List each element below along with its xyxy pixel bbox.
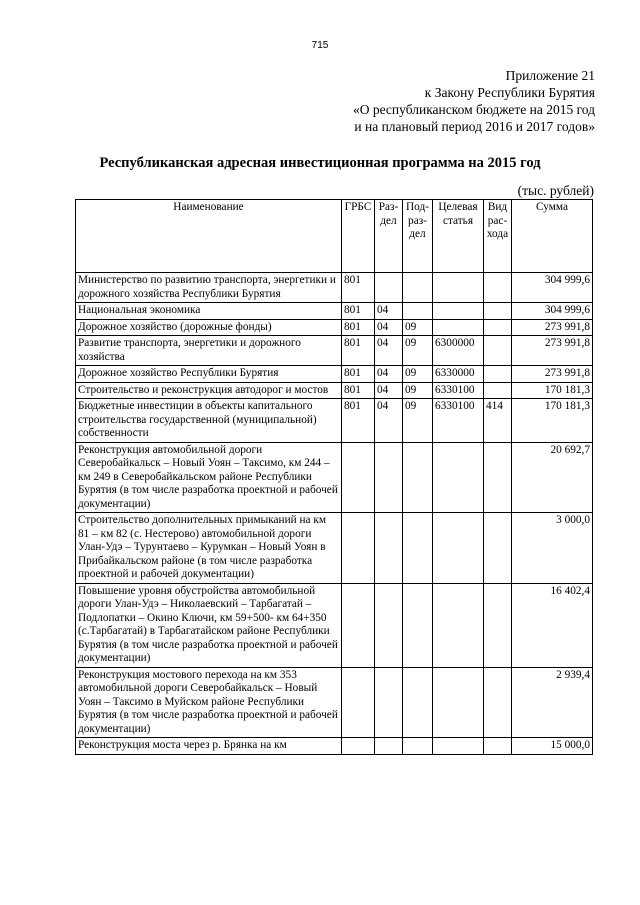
cell-sum: 20 692,7	[512, 442, 593, 513]
cell-grbs: 801	[342, 336, 375, 366]
cell-expense-type	[484, 303, 512, 320]
cell-expense-type	[484, 583, 512, 667]
cell-section	[375, 667, 403, 738]
cell-subsection	[403, 513, 433, 584]
cell-target: 6330100	[433, 382, 484, 399]
cell-sum: 170 181,3	[512, 399, 593, 443]
table-row	[76, 583, 593, 667]
cell-section: 04	[375, 319, 403, 336]
cell-target: 6330100	[433, 399, 484, 443]
cell-section	[375, 738, 403, 755]
cell-grbs	[342, 583, 375, 667]
cell-expense-type	[484, 336, 512, 366]
cell-sum: 273 991,8	[512, 319, 593, 336]
cell-expense-type	[484, 273, 512, 303]
cell-subsection	[403, 738, 433, 755]
cell-section: 04	[375, 303, 403, 320]
cell-expense-type	[484, 442, 512, 513]
cell-expense-type	[484, 667, 512, 738]
document-title: Республиканская адресная инвестиционная программа на 2015 год	[99, 155, 541, 171]
table-row	[76, 442, 593, 513]
cell-sum: 273 991,8	[512, 336, 593, 366]
column-header-sum: Сумма	[512, 200, 593, 273]
table-row	[76, 399, 593, 443]
table-row	[76, 513, 593, 584]
cell-section: 04	[375, 336, 403, 366]
cell-sum: 273 991,8	[512, 366, 593, 383]
page-number: 715	[311, 40, 329, 51]
units-label: (тыс. рублей)	[517, 183, 594, 198]
cell-sum: 3 000,0	[512, 513, 593, 584]
cell-name: Реконструкция мостового перехода на км 353 автомобильной дороги Северобайкальск – Новый Уоян – Таксимо в Муйском районе Республики Бурятия (в том числе разработка проектной и рабочей документации)	[76, 667, 342, 738]
cell-target	[433, 442, 484, 513]
cell-target	[433, 667, 484, 738]
cell-expense-type	[484, 319, 512, 336]
cell-grbs: 801	[342, 273, 375, 303]
cell-target	[433, 273, 484, 303]
cell-name: Повышение уровня обустройства автомобильной дороги Улан-Удэ – Николаевский – Тарбагатай – Подлопатки – Окино Ключи, км 59+500- км 64+350 (с.Тарбагатай) в Тарбагатайском районе Республики Бурятия (в том числе разработка проектной и рабочей документации)	[76, 583, 342, 667]
cell-target: 6300000	[433, 336, 484, 366]
column-header-section: Раз- дел	[375, 200, 403, 273]
table-row	[76, 336, 593, 366]
cell-sum: 304 999,6	[512, 303, 593, 320]
cell-subsection: 09	[403, 336, 433, 366]
table-header-row	[76, 200, 593, 273]
cell-name: Бюджетные инвестиции в объекты капитального строительства государственной (муниципальной) собственности	[76, 399, 342, 443]
cell-name: Национальная экономика	[76, 303, 342, 320]
cell-sum: 170 181,3	[512, 382, 593, 399]
cell-grbs	[342, 442, 375, 513]
cell-grbs	[342, 738, 375, 755]
cell-target	[433, 303, 484, 320]
cell-name: Реконструкция моста через р. Брянка на км	[76, 738, 342, 755]
cell-target	[433, 319, 484, 336]
cell-grbs	[342, 667, 375, 738]
cell-name: Дорожное хозяйство Республики Бурятия	[76, 366, 342, 383]
cell-subsection	[403, 442, 433, 513]
table-row	[76, 273, 593, 303]
table-row	[76, 667, 593, 738]
table-row	[76, 319, 593, 336]
cell-subsection: 09	[403, 319, 433, 336]
cell-subsection: 09	[403, 382, 433, 399]
cell-name: Дорожное хозяйство (дорожные фонды)	[76, 319, 342, 336]
cell-section	[375, 583, 403, 667]
cell-target: 6330000	[433, 366, 484, 383]
cell-section	[375, 273, 403, 303]
cell-subsection: 09	[403, 399, 433, 443]
cell-sum: 16 402,4	[512, 583, 593, 667]
cell-grbs: 801	[342, 399, 375, 443]
cell-grbs	[342, 513, 375, 584]
cell-grbs: 801	[342, 303, 375, 320]
cell-section	[375, 442, 403, 513]
cell-section: 04	[375, 382, 403, 399]
cell-target	[433, 583, 484, 667]
column-header-expense-type: Вид рас- хода	[484, 200, 512, 273]
column-header-target: Целевая статья	[433, 200, 484, 273]
cell-sum: 304 999,6	[512, 273, 593, 303]
cell-grbs: 801	[342, 382, 375, 399]
appendix-header	[353, 67, 595, 135]
cell-sum: 2 939,4	[512, 667, 593, 738]
cell-subsection: 09	[403, 366, 433, 383]
cell-target	[433, 513, 484, 584]
table-row	[76, 303, 593, 320]
cell-name: Развитие транспорта, энергетики и дорожного хозяйства	[76, 336, 342, 366]
cell-grbs: 801	[342, 319, 375, 336]
table-row	[76, 366, 593, 383]
appendix-line: Приложение 21	[505, 68, 595, 83]
cell-section	[375, 513, 403, 584]
cell-section: 04	[375, 366, 403, 383]
table-row	[76, 738, 593, 755]
cell-grbs: 801	[342, 366, 375, 383]
cell-expense-type	[484, 513, 512, 584]
appendix-line: и на плановый период 2016 и 2017 годов»	[354, 119, 595, 134]
column-header-grbs: ГРБС	[342, 200, 375, 273]
cell-subsection	[403, 667, 433, 738]
investment-program-table	[75, 199, 593, 755]
cell-name: Реконструкция автомобильной дороги Северобайкальск – Новый Уоян – Таксимо, км 244 – км 249 в Северобайкальском районе Республики Бурятия (в том числе разработка проектной и рабочей документации)	[76, 442, 342, 513]
column-header-subsection: Под- раз- дел	[403, 200, 433, 273]
appendix-line: «О республиканском бюджете на 2015 год	[352, 102, 595, 117]
cell-expense-type: 414	[484, 399, 512, 443]
cell-subsection	[403, 273, 433, 303]
cell-name: Строительство и реконструкция автодорог и мостов	[76, 382, 342, 399]
cell-subsection	[403, 583, 433, 667]
appendix-line: к Закону Республики Бурятия	[424, 85, 595, 100]
cell-section: 04	[375, 399, 403, 443]
cell-name: Министерство по развитию транспорта, энергетики и дорожного хозяйства Республики Бурятия	[76, 273, 342, 303]
cell-sum: 15 000,0	[512, 738, 593, 755]
cell-expense-type	[484, 738, 512, 755]
cell-target	[433, 738, 484, 755]
column-header-name: Наименование	[76, 200, 342, 273]
cell-expense-type	[484, 366, 512, 383]
cell-subsection	[403, 303, 433, 320]
cell-name: Строительство дополнительных примыканий на км 81 – км 82 (с. Нестерово) автомобильной дороги Улан-Удэ – Турунтаево – Курумкан – Новый Уоян в Прибайкальском районе (в том числе разработка проектной и рабочей документации)	[76, 513, 342, 584]
table-row	[76, 382, 593, 399]
cell-expense-type	[484, 382, 512, 399]
